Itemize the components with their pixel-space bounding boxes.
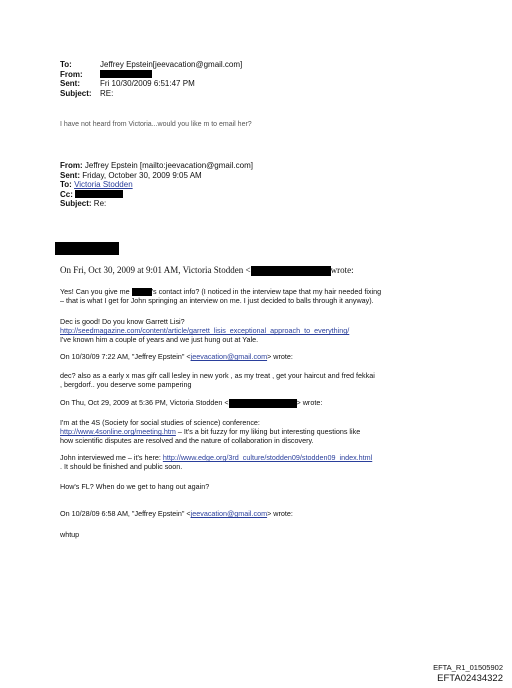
text: On Thu, Oct 29, 2009 at 5:36 PM, Victoria Stodden < [60, 398, 229, 407]
email-header-1 [60, 60, 242, 98]
to-value[interactable]: Victoria Stodden [74, 180, 133, 189]
paragraph-5 [60, 453, 372, 471]
paragraph-3 [60, 371, 375, 389]
email-link[interactable]: jeevacation@gmail.com [190, 509, 268, 518]
text: I'm at the 4S (Society for social studies of science) conference: [60, 418, 260, 427]
header-sent-row [60, 79, 242, 89]
redaction-box [75, 190, 123, 198]
footer-code-2: EFTA02434322 [437, 673, 503, 684]
reply-line: I have not heard from Victoria...would you like m to email her? [60, 121, 252, 128]
text: On 10/28/09 6:58 AM, "Jeffrey Epstein" < [60, 509, 191, 518]
text: > wrote: [296, 398, 323, 407]
from-value: Jeffrey Epstein [mailto:jeevacation@gmail.com] [84, 161, 253, 170]
text: Yes! Can you give me [60, 287, 130, 296]
email-link[interactable]: jeevacation@gmail.com [190, 352, 268, 361]
subject-value: RE: [100, 88, 114, 98]
text: . It should be finished and public soon. [60, 462, 183, 471]
4s-meeting-link[interactable]: http://www.4sonline.org/meeting.htm [60, 427, 176, 436]
to-value: Jeffrey Epstein[jeevacation@gmail.com] [100, 60, 243, 69]
redaction-box [229, 399, 297, 408]
text: dec? also as a early x mas gifr call lesley in new york , as my treat , get your haircut and fred fekkai [60, 371, 375, 380]
header2-to-row [60, 180, 253, 190]
text: John interviewed me – it's here: [60, 453, 163, 462]
header-subject-row [60, 89, 242, 99]
header-from-row [60, 70, 242, 80]
sent-value: Friday, October 30, 2009 9:05 AM [82, 170, 202, 180]
from-label: From: [60, 69, 83, 79]
quote-suffix: wrote: [330, 265, 354, 275]
sent-label: Sent: [60, 170, 80, 180]
text: > wrote: [267, 509, 293, 518]
text: – It's a bit fuzzy for my liking but interesting questions like [175, 427, 361, 436]
quote-line-3 [60, 398, 322, 408]
header2-cc-row [60, 190, 253, 200]
subject-value: Re: [93, 199, 107, 208]
header2-sent-row [60, 171, 253, 181]
redaction-box [55, 242, 119, 255]
subject-label: Subject: [60, 199, 92, 208]
text: I've known him a couple of years and we just hung out at Yale. [60, 335, 259, 344]
header2-from-row [60, 161, 253, 171]
redaction-box [251, 266, 331, 276]
header-to-row [60, 60, 242, 70]
text: , bergdorf.. you deserve some pampering [60, 380, 192, 389]
text: On 10/30/09 7:22 AM, "Jeffrey Epstein" < [60, 352, 191, 361]
text: – that is what I get for John springing an interview on me. I just decided to balls through it anyway). [60, 296, 374, 306]
paragraph-2 [60, 317, 349, 344]
quote-line-1 [60, 265, 354, 276]
paragraph-6: How's FL? When do we get to hang out again? [60, 482, 210, 491]
paragraph-1 [60, 287, 381, 305]
cc-label: Cc: [60, 189, 73, 199]
edge-link[interactable]: http://www.edge.org/3rd_culture/stodden09/stodden09_index.html [162, 453, 373, 462]
to-label: To: [60, 60, 72, 69]
from-label: From: [60, 161, 83, 170]
quote-line-4 [60, 509, 293, 518]
quote-prefix: On Fri, Oct 30, 2009 at 9:01 AM, Victoria Stodden < [60, 265, 251, 275]
text: > wrote: [267, 352, 293, 361]
redaction-box [132, 288, 152, 296]
text: Dec is good! Do you know Garrett Lisi? [60, 317, 185, 326]
email-header-2 [60, 161, 253, 209]
text: 's contact info? (I noticed in the interview tape that my hair needed fixing [151, 287, 382, 296]
sent-label: Sent: [60, 79, 80, 88]
subject-label: Subject: [60, 88, 92, 98]
quote-line-2 [60, 352, 293, 361]
seed-magazine-link[interactable]: http://seedmagazine.com/content/article/garrett_lisis_exceptional_approach_to_everything/ [60, 326, 350, 335]
to-label: To: [60, 180, 72, 189]
header2-subject-row [60, 199, 253, 209]
footer-code-1: EFTA_R1_01505902 [433, 663, 503, 672]
paragraph-7: whtup [60, 530, 80, 539]
sent-value: Fri 10/30/2009 6:51:47 PM [100, 79, 195, 88]
paragraph-4 [60, 418, 360, 445]
redaction-box [100, 70, 152, 78]
text: how scientific disputes are resolved and the nature of collaboration in discovery. [60, 436, 314, 445]
